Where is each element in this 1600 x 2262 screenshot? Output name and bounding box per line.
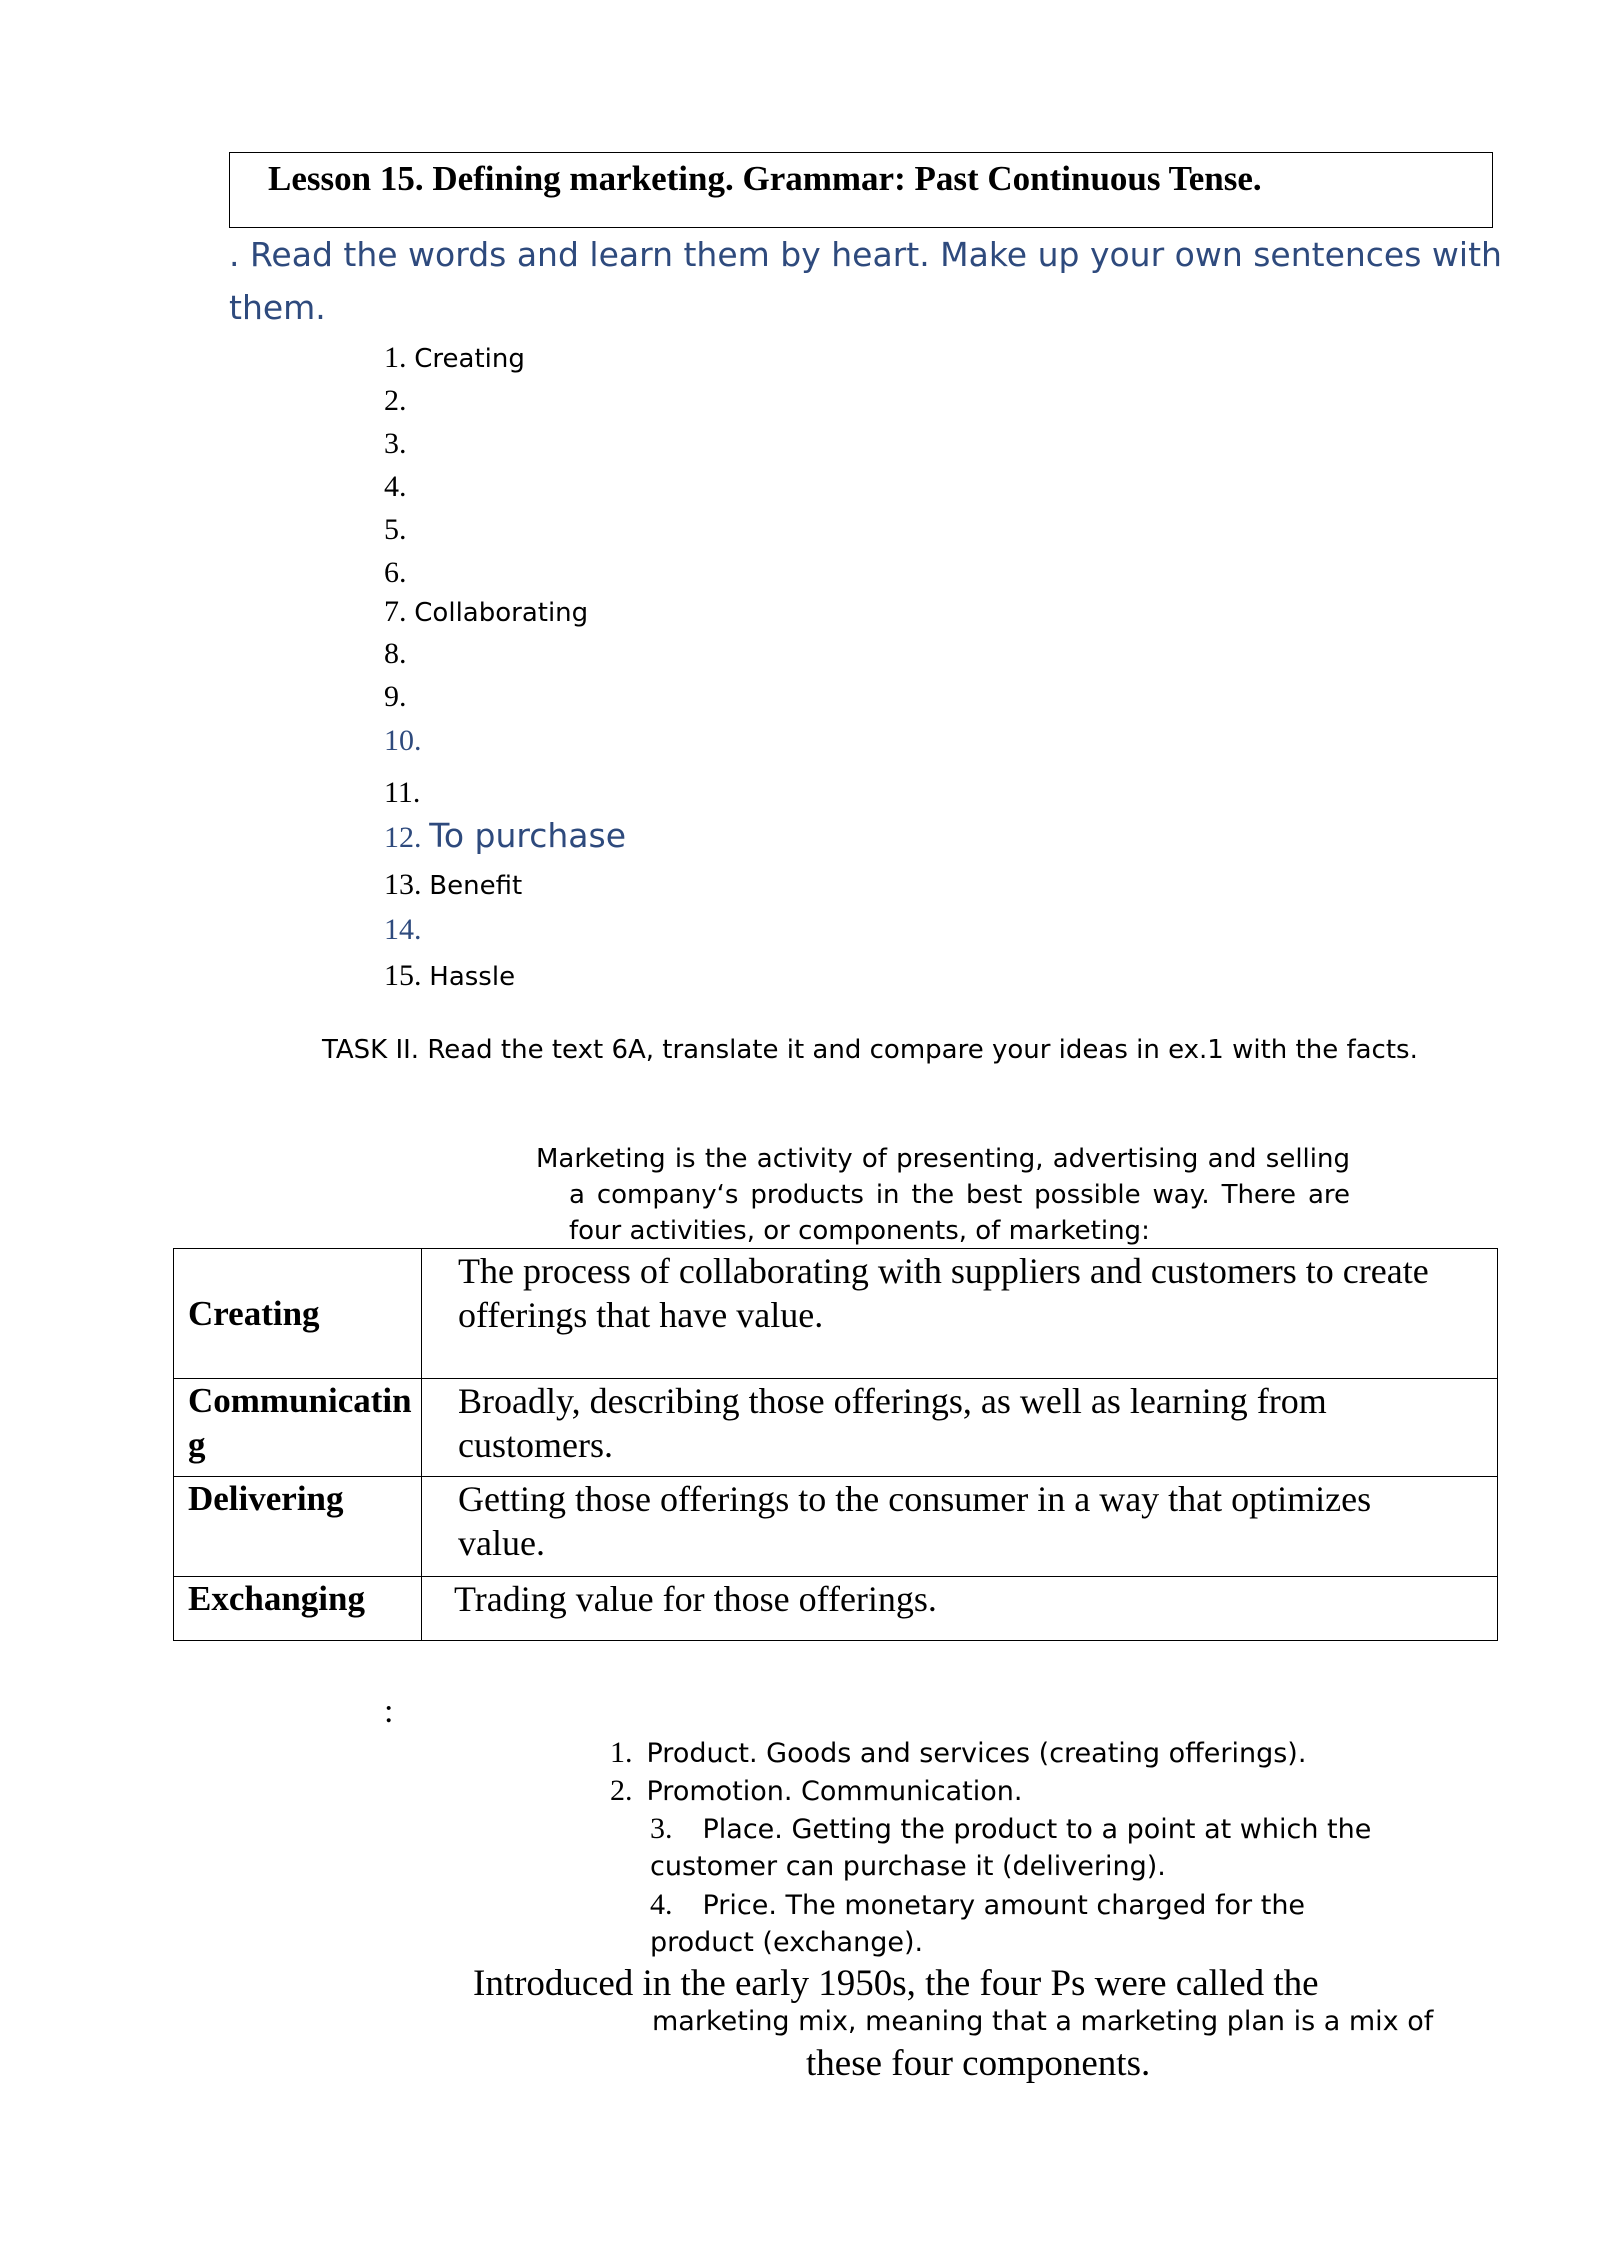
word-list-item: 4. [384, 470, 407, 503]
marketing-mix-item: 3. Place. Getting the product to a point at which the [650, 1812, 1372, 1845]
table-row [174, 1379, 1498, 1477]
closing-paragraph-line: marketing mix, meaning that a marketing plan is a mix of [652, 2006, 1434, 2037]
colon-mark: : [384, 1693, 394, 1730]
word-list-item: 3. [384, 427, 407, 460]
closing-paragraph-line: these four components. [806, 2043, 1151, 2084]
word-list-item: 9. [384, 680, 407, 713]
word-list-item: 5. [384, 513, 407, 546]
marketing-mix-item: 4. Price. The monetary amount charged for the [650, 1888, 1306, 1921]
component-definition: Trading value for those offerings. [422, 1577, 1498, 1641]
word-list-item: 10. [384, 724, 422, 757]
word-list-item: 15. Hassle [384, 959, 516, 992]
word-list-item: 11. [384, 776, 421, 809]
word-list-item: 13. Benefit [384, 868, 523, 901]
component-definition: The process of collaborating with suppliers and customers to create offerings that have value. [422, 1249, 1498, 1379]
task1-instruction: . Read the words and learn them by heart. Make up your own sentences with them. [229, 235, 1502, 327]
word-list-item: 2. [384, 384, 407, 417]
word-list-item: 7. Collaborating [384, 595, 589, 628]
word-list-item: 6. [384, 556, 407, 589]
component-definition: Getting those offerings to the consumer in a way that optimizes value. [422, 1477, 1498, 1577]
table-row [174, 1577, 1498, 1641]
lesson-title-box [229, 152, 1493, 228]
component-definition: Broadly, describing those offerings, as well as learning from customers. [422, 1379, 1498, 1477]
table-row [174, 1477, 1498, 1577]
task2-instruction: TASK II. Read the text 6A, translate it and compare your ideas in ex.1 with the facts. [322, 1035, 1418, 1065]
marketing-mix-item-continuation: customer can purchase it (delivering). [650, 1851, 1166, 1882]
component-term: Delivering [174, 1477, 422, 1577]
component-term: Creating [174, 1249, 422, 1379]
component-term: Exchanging [174, 1577, 422, 1641]
closing-paragraph-line: Introduced in the early 1950s, the four Ps were called the [473, 1963, 1319, 2004]
table-row [174, 1249, 1498, 1379]
marketing-mix-item: 2. Promotion. Communication. [610, 1774, 1023, 1807]
word-list-item: 14. [384, 913, 422, 946]
word-list-item: 12. To purchase [384, 816, 626, 855]
word-list-item: 1. Creating [384, 341, 525, 374]
marketing-intro-paragraph: Marketing is the activity of presenting, advertising and selling a company‘s products in the best possible way. There are four activities, or components, of marketing: [536, 1144, 1350, 1246]
lesson-title: Lesson 15. Defining marketing. Grammar: Past Continuous Tense. [268, 159, 1262, 198]
component-term: Communicating [174, 1379, 422, 1477]
marketing-components-table [173, 1248, 1498, 1641]
marketing-mix-item: 1. Product. Goods and services (creating offerings). [610, 1736, 1307, 1769]
word-list-item: 8. [384, 637, 407, 670]
marketing-mix-item-continuation: product (exchange). [650, 1927, 924, 1958]
